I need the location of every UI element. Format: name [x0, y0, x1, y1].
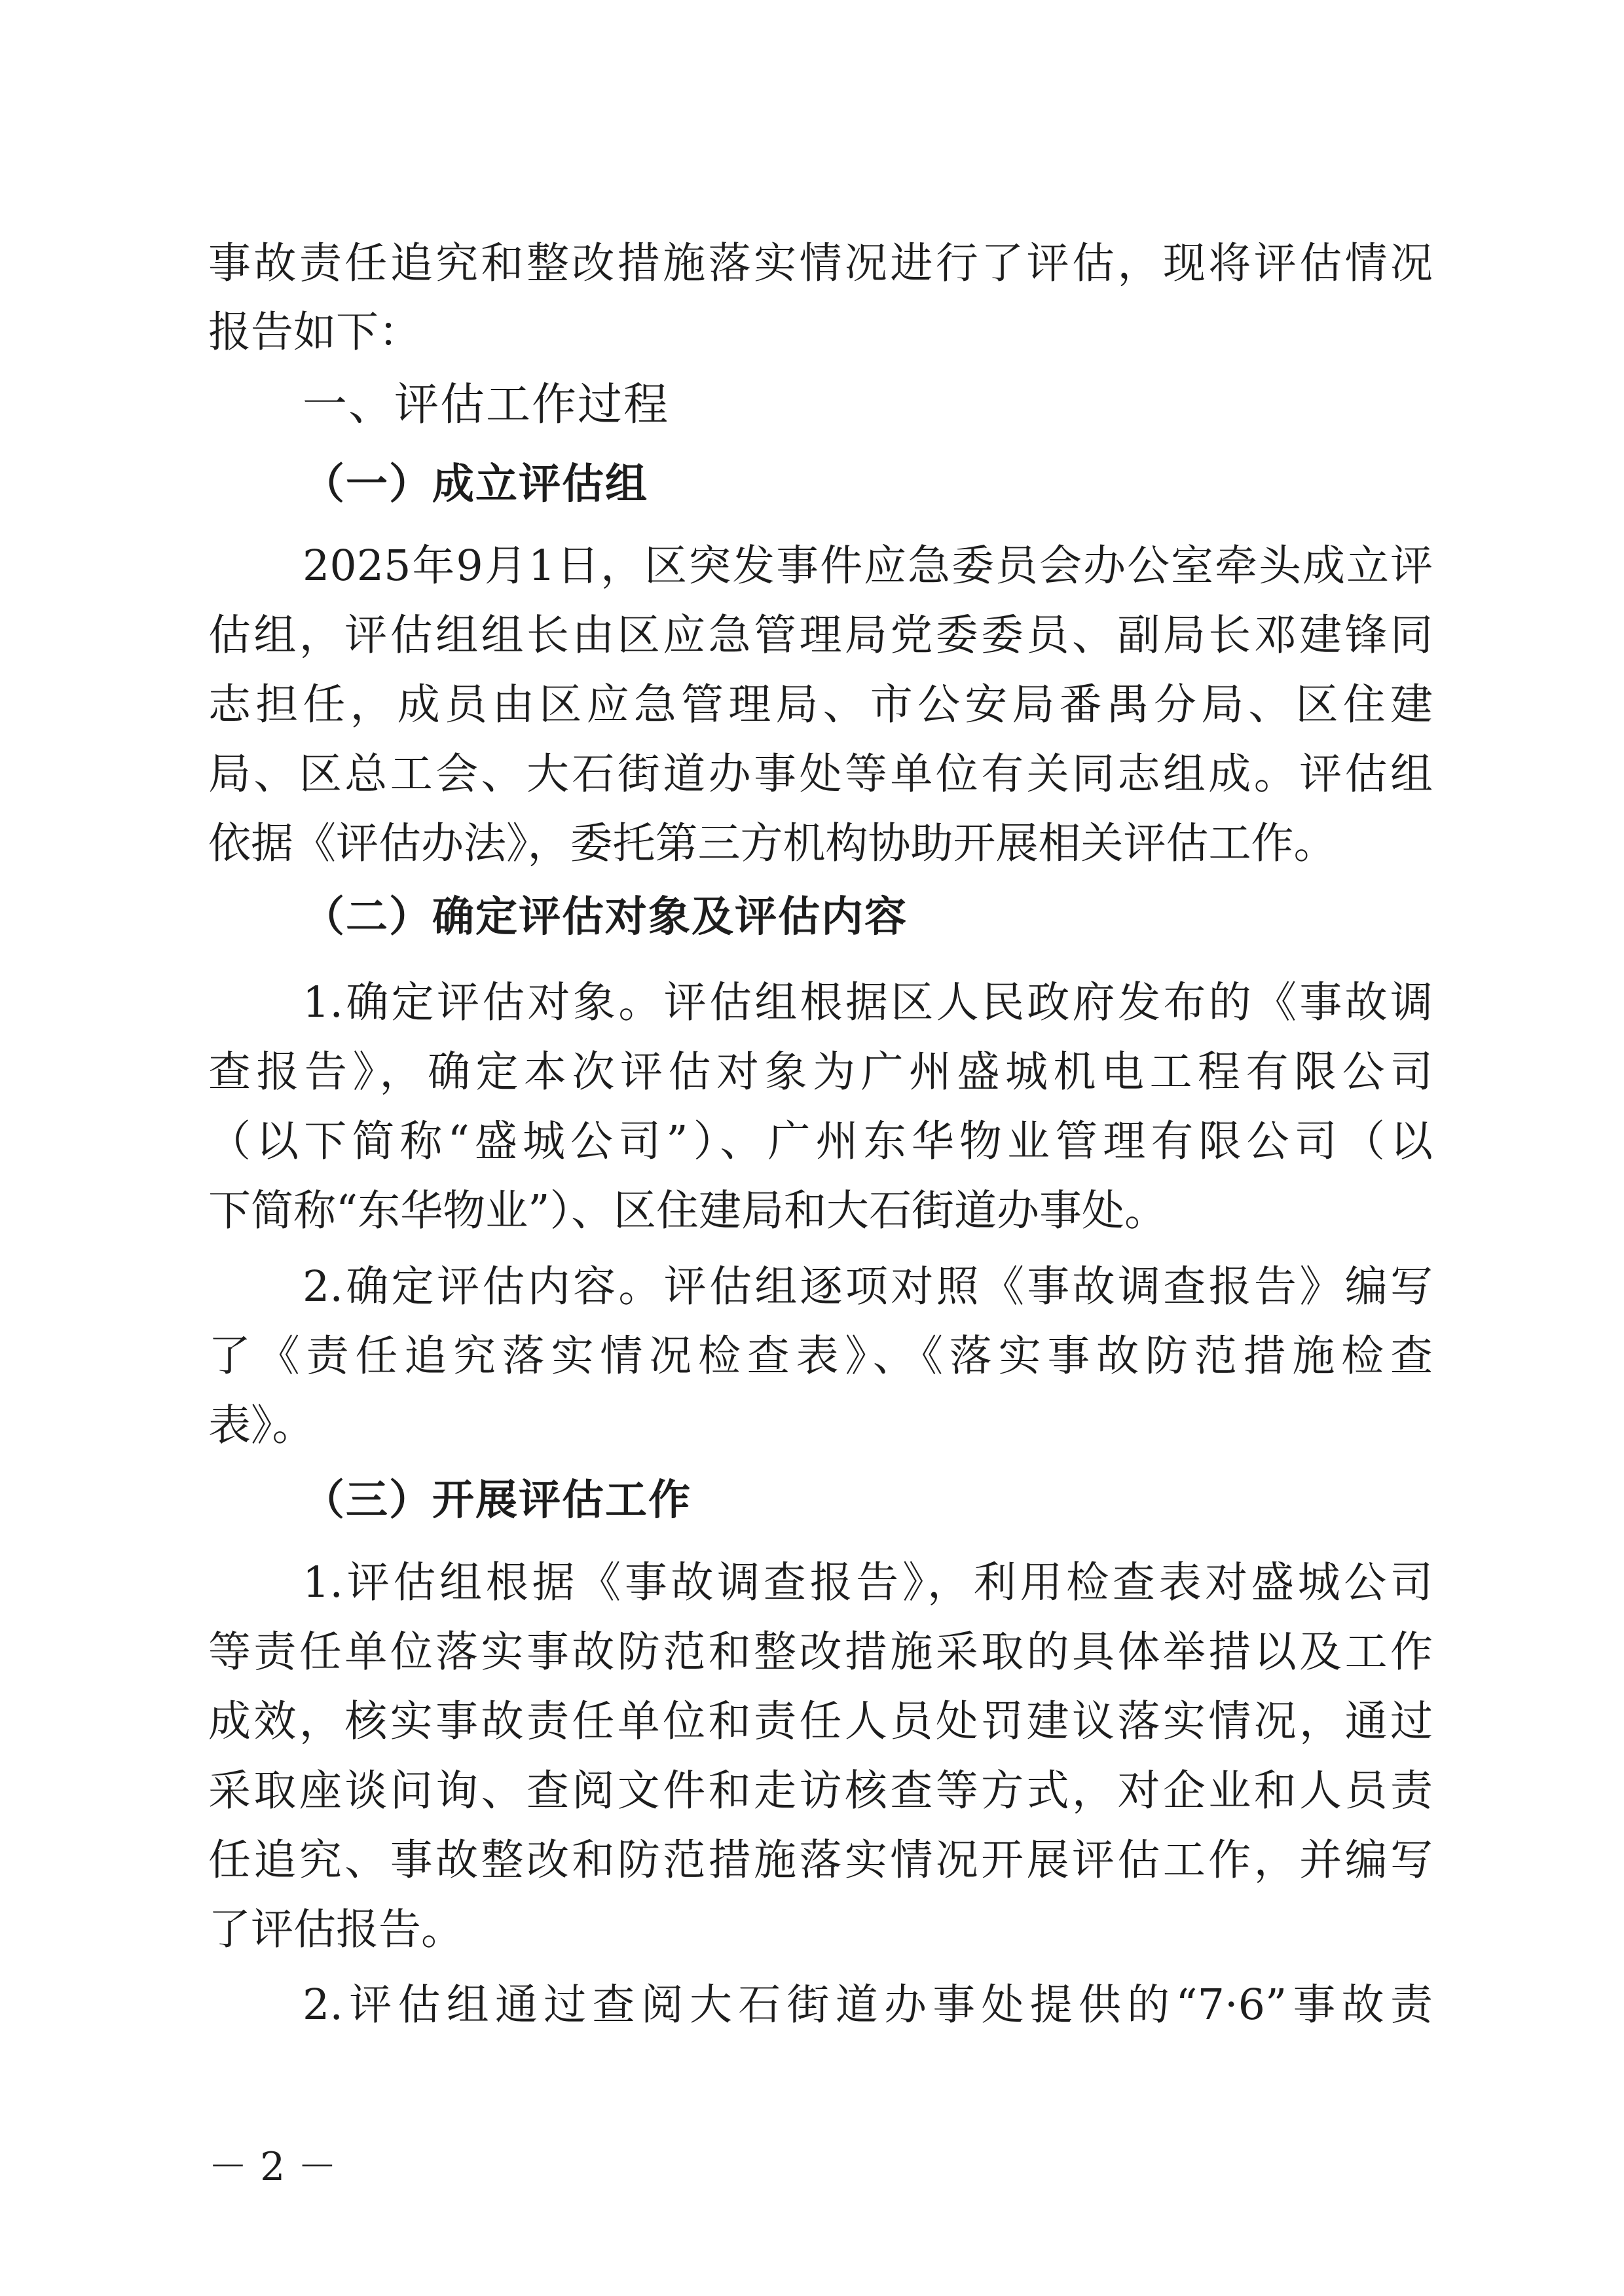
paragraph-line: 局、区总工会、大石街道办事处等单位有关同志组成。评估组 [208, 750, 1433, 799]
paragraph-line: 1.评估组根据《事故调查报告》，利用检查表对盛城公司 [303, 1558, 1433, 1607]
paragraph-line: 表》。 [208, 1401, 315, 1450]
page-number: － 2 － [208, 2144, 337, 2190]
paragraph-line: 2025年9月1日，区突发事件应急委员会办公室牵头成立评 [303, 541, 1433, 591]
paragraph-line: 查报告》，确定本次评估对象为广州盛城机电工程有限公司 [208, 1048, 1433, 1097]
paragraph-line: 依据《评估办法》，委托第三方机构协助开展相关评估工作。 [208, 819, 1337, 868]
paragraph-line: 任追究、事故整改和防范措施落实情况开展评估工作，并编写 [208, 1836, 1433, 1885]
paragraph-line: 了《责任追究落实情况检查表》、《落实事故防范措施检查 [208, 1332, 1433, 1381]
paragraph-line: 等责任单位落实事故防范和整改措施采取的具体举措以及工作 [208, 1628, 1433, 1677]
subsection-heading: （三）开展评估工作 [303, 1476, 692, 1525]
paragraph-line: 志担任，成员由区应急管理局、市公安局番禺分局、区住建 [208, 680, 1433, 729]
section-heading: 一、评估工作过程 [303, 379, 670, 431]
paragraph-line: 下简称“东华物业”）、区住建局和大石街道办事处。 [208, 1186, 1167, 1235]
subsection-heading: （二）确定评估对象及评估内容 [303, 892, 908, 941]
paragraph-line: 采取座谈问询、查阅文件和走访核查等方式，对企业和人员责 [208, 1766, 1433, 1815]
paragraph-line: 估组，评估组组长由区应急管理局党委委员、副局长邓建锋同 [208, 611, 1433, 660]
paragraph-line: 成效，核实事故责任单位和责任人员处罚建议落实情况，通过 [208, 1697, 1433, 1746]
paragraph-line: 报告如下： [208, 308, 422, 357]
paragraph-line: 2.确定评估内容。评估组逐项对照《事故调查报告》编写 [303, 1262, 1433, 1311]
paragraph-line: 1.确定评估对象。评估组根据区人民政府发布的《事故调 [303, 978, 1433, 1027]
paragraph-line: 2.评估组通过查阅大石街道办事处提供的“7·6”事故责 [303, 1980, 1433, 2030]
subsection-heading: （一）成立评估组 [303, 460, 648, 509]
paragraph-line: （以下简称“盛城公司”）、广州东华物业管理有限公司（以 [208, 1117, 1433, 1166]
paragraph-line: 了评估报告。 [208, 1905, 464, 1954]
paragraph-line: 事故责任追究和整改措施落实情况进行了评估，现将评估情况 [208, 239, 1433, 288]
